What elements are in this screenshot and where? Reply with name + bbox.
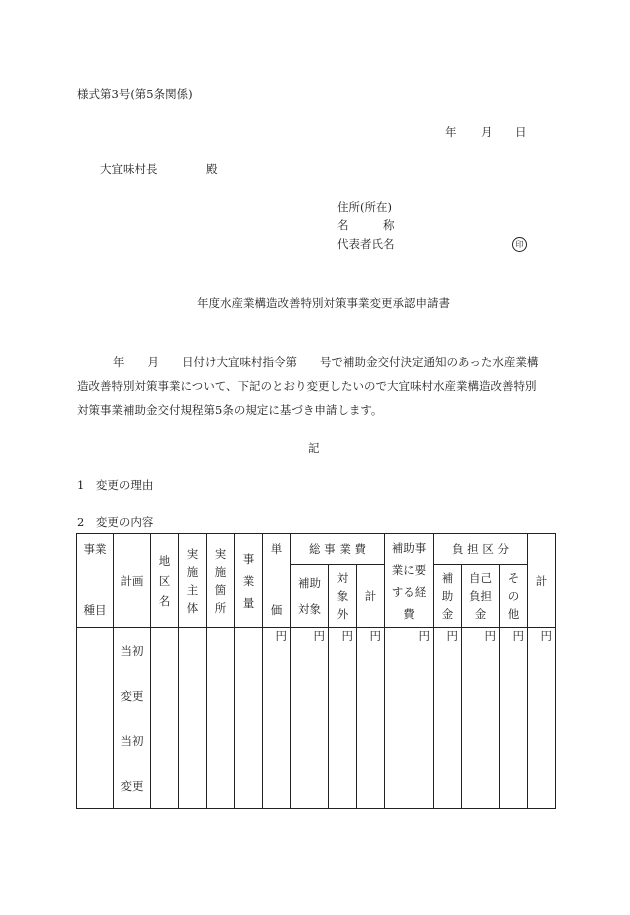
header-hojojigyou [385,534,434,628]
header-hojokin-1: 補 [441,571,454,585]
body-line-3: 対策事業補助金交付規程第5条の規定に基づき申請します。 [77,403,383,417]
section-content: 2 変更の内容 [77,515,154,529]
unit-taishogai: 円 [329,628,357,809]
header-hojojigyou-3: する経 [391,584,427,599]
date-month-label: 月 [481,125,493,139]
header-shutai-2: 施 [186,564,199,579]
header-jiko-1: 自己 [469,571,492,585]
body-paragraph [77,350,557,422]
header-shutai-3: 主 [186,582,199,597]
unit-kei: 円 [357,628,385,809]
header-taishogai-1: 対 [336,571,349,585]
honorific: 殿 [206,162,218,176]
seal-mark [512,236,527,252]
form-number: 様式第3号(第5条関係) [77,87,193,101]
header-hojokin [434,565,462,628]
header-chiku-1: 地 [158,553,171,568]
unit-jiko: 円 [462,628,500,809]
header-taishogai-3: 外 [336,607,349,621]
header-sonota-3: 他 [507,607,520,621]
unit-hojotaisho: 円 [291,628,329,809]
header-tanka [263,534,291,628]
header-hojotaisho-1: 補助 [298,576,321,590]
body-chiku-cell [151,628,179,809]
header-shutai-1: 実 [186,546,199,561]
header-taishogai-2: 象 [336,589,349,603]
address-label: 住所(所在) [337,200,392,214]
row-label-change-2: 変更 [120,778,144,793]
body-kasho-cell [207,628,235,809]
header-tanka-2: 価 [270,603,283,617]
header-total: 計 [528,534,556,628]
header-futan: 負 担 区 分 [434,534,528,565]
header-ryou-3: 量 [242,595,255,610]
header-jiko [462,565,500,628]
header-keikaku: 計画 [114,534,151,628]
unit-hojojigyou: 円 [385,628,434,809]
header-kasho-1: 実 [214,546,227,561]
addressee: 大宜味村長 [100,162,158,176]
header-ryou [235,534,263,628]
header-chiku-2: 区 [158,573,171,588]
header-ryou-2: 業 [242,573,255,588]
header-kasho-2: 施 [214,564,227,579]
name-label-first: 名 [337,218,349,232]
header-kei: 計 [357,565,385,628]
name-label-second: 称 [383,218,395,232]
header-jiko-2: 負担 [469,589,492,603]
header-shutai [179,534,207,628]
header-hojokin-3: 金 [441,607,454,621]
change-content-table [76,533,556,809]
body-ryou-cell [235,628,263,809]
header-chiku [151,534,179,628]
header-hojokin-2: 助 [441,589,454,603]
header-jigyou-top: 事業 [83,542,107,556]
date-year-label: 年 [445,125,457,139]
section-reason: 1 変更の理由 [77,478,154,492]
body-jigyou-cell [77,628,114,809]
header-ryou-1: 事 [242,551,255,566]
unit-hojokin: 円 [434,628,462,809]
document-title: 年度水産業構造改善特別対策事業変更承認申請書 [197,296,450,310]
seal-icon: 印 [512,237,527,252]
header-hojojigyou-4: 費 [403,606,415,621]
row-label-initial-2: 当初 [120,733,144,748]
header-kasho-3: 箇 [214,582,227,597]
header-sonota [500,565,528,628]
date-day-label: 日 [515,125,527,139]
row-label-initial-1: 当初 [120,643,144,658]
body-line-1: 年 月 日付け大宜味村指令第 号で補助金交付決定通知のあった水産業構 [113,355,539,369]
header-hojotaisho [291,565,329,628]
header-tanka-1: 単 [270,542,283,556]
unit-sonota: 円 [500,628,528,809]
body-shutai-cell [179,628,207,809]
header-chiku-3: 名 [158,593,171,608]
header-kasho [207,534,235,628]
representative-label: 代表者氏名 [337,237,395,251]
header-kasho-4: 所 [214,600,227,615]
body-line-2: 造改善特別対策事業について、下記のとおり変更したいので大宜味村水産業構造改善特別 [77,379,537,393]
row-label-change-1: 変更 [120,688,144,703]
header-soujigyouhi: 総 事 業 費 [291,534,385,565]
header-shutai-4: 体 [186,600,199,615]
header-taishogai [329,565,357,628]
unit-tanka: 円 [263,628,291,809]
ki-heading: 記 [308,441,320,455]
header-hojotaisho-2: 対象 [298,602,321,616]
header-hojojigyou-1: 補助事 [391,540,427,555]
header-jigyou [77,534,114,628]
header-jigyou-bottom: 種目 [83,603,107,617]
body-keikaku-cell [114,628,151,809]
header-sonota-2: の [507,589,520,603]
header-jiko-3: 金 [474,607,487,621]
header-hojojigyou-2: 業に要 [391,562,427,577]
unit-total: 円 [528,628,556,809]
header-sonota-1: そ [507,571,520,585]
